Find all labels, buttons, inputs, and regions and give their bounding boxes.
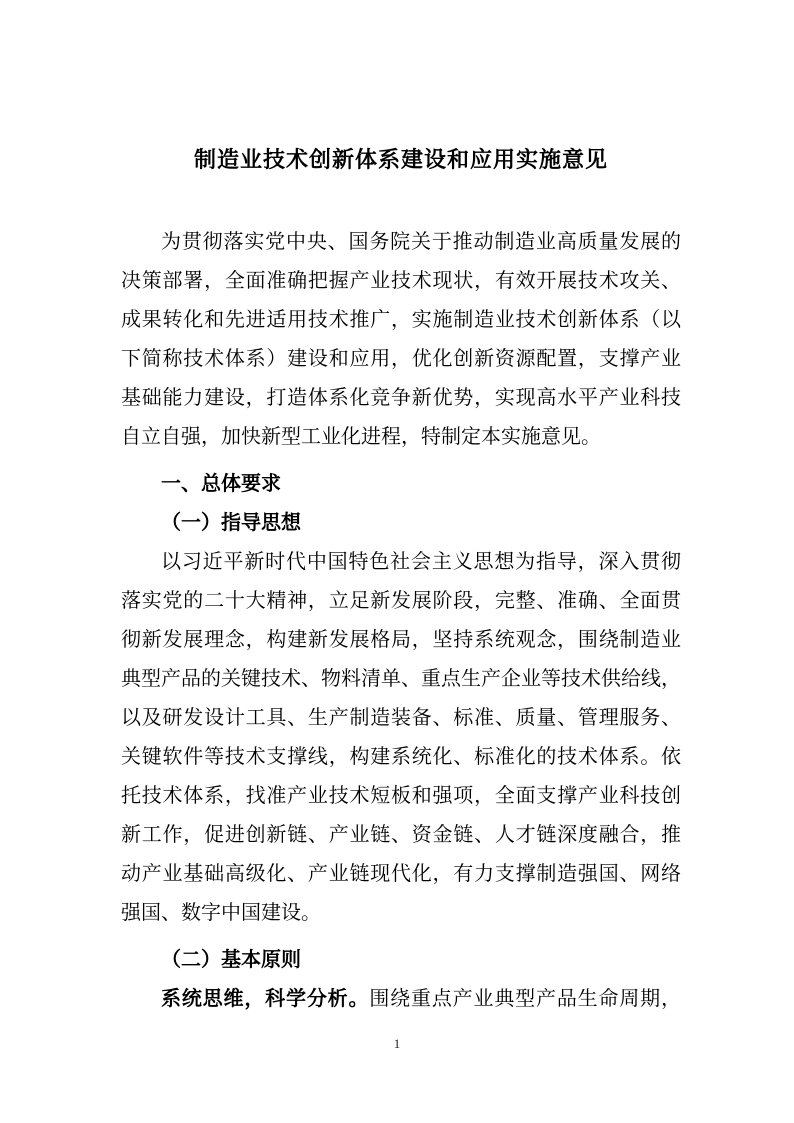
text-line: 落实党的二十大精神，立足新发展阶段，完整、准确、全面贯 xyxy=(121,590,681,612)
text-line: 强国、数字中国建设。 xyxy=(121,902,321,924)
text-line: 关键软件等技术支撑线，构建系统化、标准化的技术体系。依 xyxy=(121,746,681,768)
text-line: 以习近平新时代中国特色社会主义思想为指导，深入贯彻 xyxy=(161,551,681,573)
text-line: 以及研发设计工具、生产制造装备、标准、质量、管理服务、 xyxy=(121,707,681,729)
bold-lead-phrase: 系统思维，科学分析。 xyxy=(161,988,370,1010)
paragraph xyxy=(121,543,681,933)
page-number: 1 xyxy=(393,1036,401,1051)
text-line: 托技术体系，找准产业技术短板和强项，全面支撑产业科技创 xyxy=(121,785,681,807)
paragraph xyxy=(121,223,681,457)
text-segment: 围绕重点产业典型产品生命周期， xyxy=(369,988,682,1010)
text-line: 为贯彻落实党中央、国务院关于推动制造业高质量发展的 xyxy=(161,231,681,253)
text-line: 自立自强，加快新型工业化进程，特制定本实施意见。 xyxy=(121,426,601,448)
text-line: 新工作，促进创新链、产业链、资金链、人才链深度融合，推 xyxy=(121,824,681,846)
text-line: 下简称技术体系）建设和应用，优化创新资源配置，支撑产业 xyxy=(121,348,681,370)
text-line: 决策部署，全面准确把握产业技术现状，有效开展技术攻关、 xyxy=(121,270,681,292)
text-line: 典型产品的关键技术、物料清单、重点生产企业等技术供给线， xyxy=(121,668,681,690)
text-line: 彻新发展理念，构建新发展格局，坚持系统观念，围绕制造业 xyxy=(121,629,681,651)
subsection-heading: （一）指导思想 xyxy=(161,512,301,534)
document-content xyxy=(121,147,681,1019)
section-heading: 一、总体要求 xyxy=(161,473,281,495)
document-body xyxy=(121,223,681,1019)
subsection-heading: （二）基本原则 xyxy=(161,949,301,971)
text-line xyxy=(121,980,681,1019)
text-line: 动产业基础高级化、产业链现代化，有力支撑制造强国、网络 xyxy=(121,863,681,885)
document-title: 制造业技术创新体系建设和应用实施意见 xyxy=(193,147,608,172)
text-line: 基础能力建设，打造体系化竞争新优势，实现高水平产业科技 xyxy=(121,387,681,409)
paragraph xyxy=(121,980,681,1019)
text-line: 成果转化和先进适用技术推广，实施制造业技术创新体系（以 xyxy=(121,309,681,331)
